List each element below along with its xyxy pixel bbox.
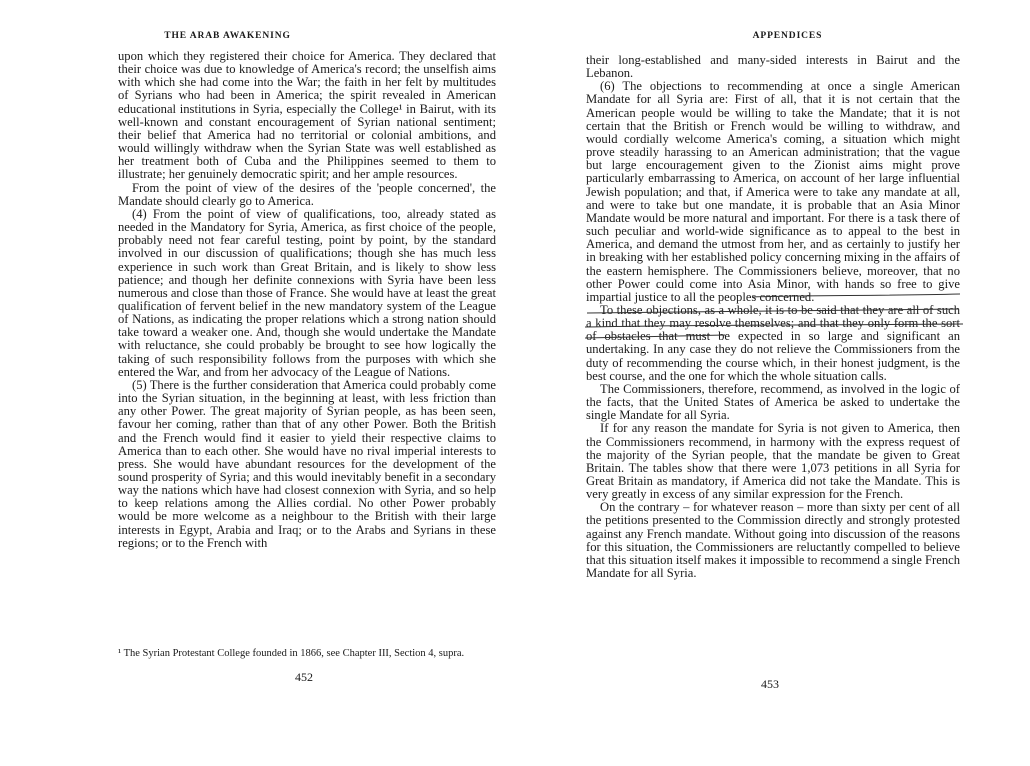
- underline-stroke: [585, 335, 725, 338]
- pen-underline-marks: [575, 280, 975, 350]
- page-number-left: 452: [295, 670, 313, 684]
- left-body-text: [118, 50, 496, 550]
- page-number-right: 453: [761, 677, 779, 691]
- running-head-left: THE ARAB AWAKENING: [164, 31, 291, 41]
- paragraph: To these objections, as a whole, it is to be said that they are all of such a kind that they may resolve themselves; and that they only form the sort of obstacles that must be expected in so large and significant an undertaking. In any case they do not relieve the Commissioners from the duty of recommending the course which, in their honest judgment, is the best course, and the one for which the whole situation calls.: [586, 302, 960, 383]
- paragraph: On the contrary – for whatever reason – more than sixty per cent of all the petitions presented to the Commission directly and strongly protested against any French mandate. Without going into discussion of the reasons for this situation, the Commissioners are reluctantly compelled to believe that this situation itself makes it impossible to recommend a single French Mandate for all Syria.: [586, 500, 960, 581]
- paragraph: (5) There is the further consideration that America could probably come into the Syrian situation, in the beginning at least, with less friction than any other Power. The great majority of Syrian people, as has been seen, favour her coming, rather than that of any other Power. Both the British and the French would find it easier to yield their respective claims to America than to each other. She would have no rival imperial interests to press. She would have abundant resources for the development of the sound prosperity of Syria; and this would inevitably benefit in a secondary way the nations which have had closest connexion with Syria, and so help to keep relations among the Allies cordial. No other Power probably would be more welcome as a neighbour to the British with their large interests in Egypt, Arabia and Iraq; or to the Arabs and Syrians in these regions; or to the French with: [118, 377, 496, 550]
- paragraph: From the point of view of the desires of the 'people concerned', the Mandate should clearly go to America.: [118, 180, 496, 208]
- underline-stroke: [587, 309, 959, 313]
- paragraph: upon which they registered their choice for America. They declared that their choice was due to knowledge of America's record; the unselfish aims with which she had come into the War; the faith in her felt by multitudes of Syrians who had been in America; the spirit revealed in American educational institutions in Syria, especially the College¹ in Bairut, with its well-known and constant encouragement of Syrian national sentiment; their belief that America had no territorial or colonial ambitions, and would willingly withdraw when the Syrian State was well established as her treatment both of Cuba and the Philippines seemed to them to illustrate; her genuinely democratic spirit; and her ample resources.: [118, 49, 496, 182]
- underline-stroke: [585, 324, 963, 327]
- paragraph: The Commissioners, therefore, recommend, as involved in the logic of the facts, that the United States of America be asked to undertake the single Mandate for all Syria.: [586, 381, 960, 423]
- paragraph: their long-established and many-sided interests in Bairut and the Lebanon.: [586, 53, 960, 81]
- paragraph: (6) The objections to recommending at once a single American Mandate for all Syria are: First of all, that it is not certain that the American people would be willing to take the Mandate; that it is not certain that the British or French would be willing to withdraw, and would cordially welcome America's coming, a situation which might prove steadily harassing to an American administration; that the vague but large encouragement given to the Zionist aims might prove particularly embarrassing to America, on account of her large influential Jewish population; and that, if America were to take any mandate at all, and were to take but one mandate, it is probable that an Asia Minor Mandate would be more natural and important. For there is a task there of such peculiar and world-wide significance as to appeal to the best in America, and demand the utmost from her, and as certainly to justify her in breaking with her established policy concerning mixing in the affairs of the eastern hemisphere. The Commissioners believe, moreover, that no other Power could come into Asia Minor, with hands so free to give impartial justice to all the peoples concerned.: [586, 79, 960, 304]
- paragraph: If for any reason the mandate for Syria is not given to America, then the Commissioners recommend, in harmony with the express request of the majority of the Syrian people, that the mandate be given to Great Britain. The tables show that there were 1,073 petitions in all Syria for Great Britain as mandatory, if America did not take the Mandate. This is very greatly in excess of any similar expression for the French.: [586, 421, 960, 502]
- running-head-right: APPENDICES: [752, 31, 823, 41]
- underline-stroke: [753, 294, 960, 297]
- paragraph: (4) From the point of view of qualifications, too, already stated as needed in the Mandatory for Syria, America, as first choice of the people, probably need not fear careful testing, point by point, by the standard involved in our discussion of qualifications; though she has much less experience in such work than Great Britain, and is likely to show less patience; and though her definite connexions with Syria have been less numerous and close than those of France. She would have at least the great qualification of fervent belief in the new mandatory system of the League of Nations, as indicating the proper relations which a strong nation should take toward a weaker one. And, though she would undertake the Mandate with reluctance, she could probably be brought to see how logically the taking of such responsibility follows from the purposes with which she entered the War, and from her advocacy of the League of Nations.: [118, 206, 496, 379]
- footnote: ¹ The Syrian Protestant College founded in 1866, see Chapter III, Section 4, supra.: [118, 648, 465, 659]
